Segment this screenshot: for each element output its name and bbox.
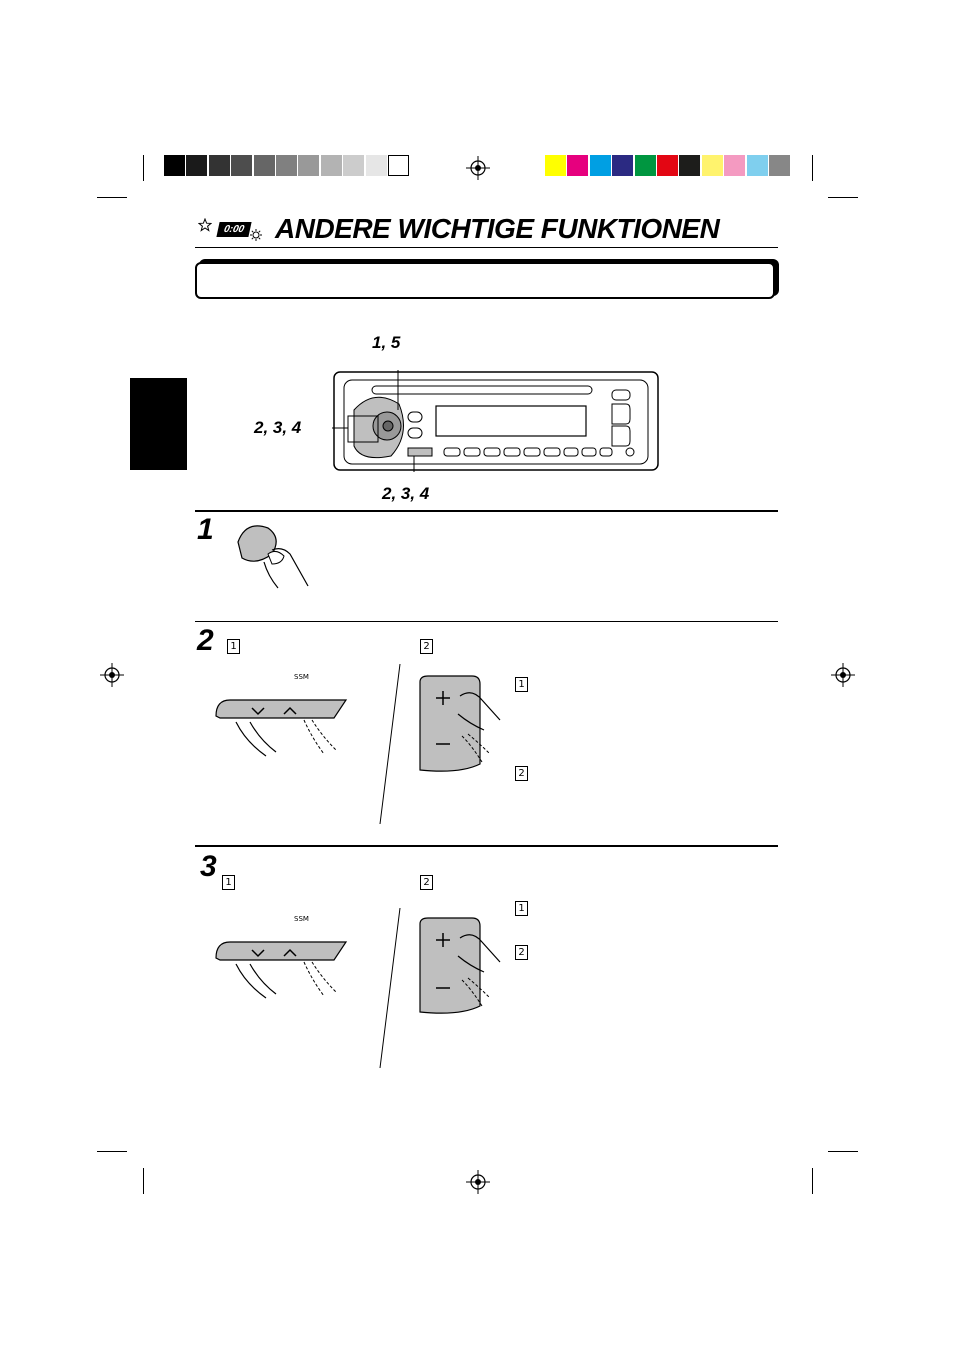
color-swatch [186,155,207,176]
language-side-tab [130,378,187,470]
substep-box: 2 [515,766,528,781]
color-swatch [724,155,745,176]
color-swatch [769,155,790,176]
gear-icon [250,229,262,241]
step-divider [195,845,778,847]
crop-mark [828,197,858,198]
page-title: ANDERE WICHTIGE FUNKTIONEN [275,213,720,244]
ssm-label: SSM [294,915,309,923]
color-swatch [567,155,588,176]
step-number: 2 [197,624,214,657]
crop-mark [97,1151,127,1152]
substep-box: 1 [222,875,235,890]
clock-badge: 0:00 [216,222,251,237]
color-swatch [657,155,678,176]
plus-minus-button-illustration [418,916,508,1026]
substep-box: 1 [515,677,528,692]
step-divider [195,510,778,512]
seek-buttons-illustration [212,682,352,762]
registration-target-icon [466,1170,490,1194]
ssm-label: SSM [294,673,309,681]
callout-label-bottom: 2, 3, 4 [382,484,430,503]
color-swatch [545,155,566,176]
crop-mark [812,1168,813,1194]
color-swatch [298,155,319,176]
substep-box: 1 [227,639,240,654]
crop-mark [143,1168,144,1194]
crop-mark [97,197,127,198]
registration-target-icon [831,663,855,687]
color-swatch [276,155,297,176]
diagonal-separator [378,664,402,824]
callout-label-top: 1, 5 [372,333,401,352]
color-swatch [164,155,185,176]
color-swatch [343,155,364,176]
substep-box: 2 [420,639,433,654]
color-swatch [590,155,611,176]
title-rule [195,247,778,248]
diagonal-separator [378,908,402,1068]
finger-press-button-illustration [232,520,322,592]
color-swatch [702,155,723,176]
color-swatch [209,155,230,176]
color-swatch [254,155,275,176]
crop-mark [828,1151,858,1152]
color-swatch [635,155,656,176]
crop-mark [812,155,813,181]
registration-target-icon [100,663,124,687]
car-stereo-faceplate-diagram [332,370,662,472]
seek-buttons-illustration [212,924,352,1004]
substep-box: 2 [420,875,433,890]
star-icon [198,218,212,232]
color-swatch [612,155,633,176]
callout-label-left: 2, 3, 4 [254,418,302,437]
color-swatch [321,155,342,176]
color-swatch [388,155,409,176]
crop-mark [143,155,144,181]
plus-minus-button-illustration [418,674,508,784]
color-swatch [366,155,387,176]
step-divider [195,621,778,622]
color-swatch [231,155,252,176]
substep-box: 1 [515,901,528,916]
step-number: 3 [200,850,217,883]
color-swatch [747,155,768,176]
registration-target-icon [466,156,490,180]
step-number: 1 [197,513,214,546]
section-banner [195,262,775,299]
substep-box: 2 [515,945,528,960]
color-swatch [679,155,700,176]
